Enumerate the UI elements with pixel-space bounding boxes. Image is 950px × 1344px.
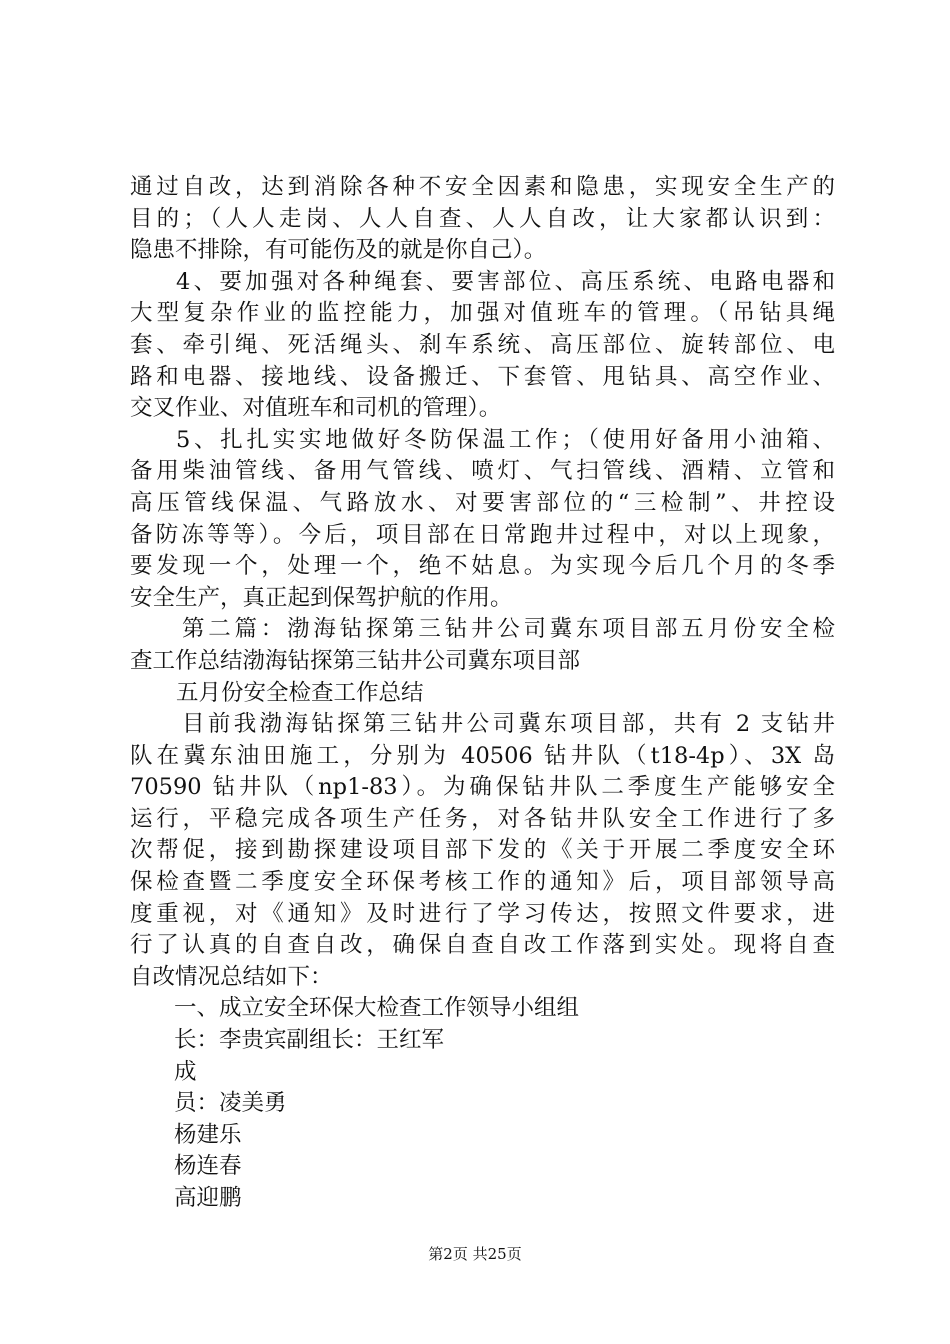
- list-item: 成: [174, 1058, 197, 1085]
- text-line: 通过自改，达到消除各种不安全因素和隐患，实现安全生产的: [130, 174, 835, 200]
- text-line: 运行，平稳完成各项生产任务，对各钻井队安全工作进行了多: [130, 805, 835, 832]
- list-item: 一、成立安全环保大检查工作领导小组组: [174, 995, 580, 1022]
- text-line: 度重视，对《通知》及时进行了学习传达，按照文件要求，进: [130, 900, 835, 927]
- text-line: 要发现一个，处理一个，绝不姑息。为实现今后几个月的冬季: [130, 553, 835, 580]
- text-line: 隐患不排除，有可能伤及的就是你自己）。: [130, 237, 547, 264]
- text-line: 交叉作业、对值班车和司机的管理）。: [130, 395, 502, 422]
- text-line: 5、扎扎实实地做好冬防保温工作；（使用好备用小油箱、: [176, 426, 835, 453]
- text-line: 安全生产，真正起到保驾护航的作用。: [130, 584, 513, 611]
- section-heading: 第二篇：渤海钻探第三钻井公司冀东项目部五月份安全检: [182, 616, 835, 643]
- list-item: 员：凌美勇: [174, 1090, 287, 1117]
- list-item: 杨建乐: [174, 1121, 242, 1148]
- list-item: 杨连春: [174, 1153, 242, 1180]
- text-line: 次帮促，接到勘探建设项目部下发的《关于开展二季度安全环: [130, 837, 835, 864]
- text-line: 备用柴油管线、备用气管线、喷灯、气扫管线、酒精、立管和: [130, 458, 835, 485]
- text-line: 套、牵引绳、死活绳头、刹车系统、高压部位、旋转部位、电: [130, 331, 835, 358]
- text-line: 行了认真的自查自改，确保自查自改工作落到实处。现将自查: [130, 932, 835, 959]
- document-body: [130, 172, 835, 1215]
- text-line: 自改情况总结如下：: [130, 963, 333, 990]
- section-subtitle: 五月份安全检查工作总结: [176, 679, 424, 706]
- text-line: 保检查暨二季度安全环保考核工作的通知》后，项目部领导高: [130, 869, 835, 896]
- text-line: 目前我渤海钻探第三钻井公司冀东项目部，共有 2 支钻井: [182, 711, 835, 738]
- page-number-footer: 第2页 共25页: [428, 1245, 522, 1263]
- text-line: 70590 钻井队（np1-83）。为确保钻井队二季度生产能够安全: [130, 774, 835, 801]
- list-item: 高迎鹏: [174, 1185, 242, 1211]
- section-heading: 查工作总结渤海钻探第三钻井公司冀东项目部: [130, 647, 581, 674]
- text-line: 4、要加强对各种绳套、要害部位、高压系统、电路电器和: [176, 268, 835, 295]
- text-line: 路和电器、接地线、设备搬迁、下套管、甩钻具、高空作业、: [130, 363, 835, 390]
- list-item: 长：李贵宾副组长：王红军: [174, 1027, 445, 1054]
- text-line: 大型复杂作业的监控能力，加强对值班车的管理。（吊钻具绳: [130, 300, 835, 327]
- text-line: 目的；（人人走岗、人人自查、人人自改，让大家都认识到：: [130, 205, 835, 232]
- text-line: 队在冀东油田施工，分别为 40506 钻井队（t18-4p）、3X 岛: [130, 742, 835, 769]
- text-line: 高压管线保温、气路放水、对要害部位的“三检制”、井控设: [130, 489, 835, 516]
- text-line: 备防冻等等）。今后，项目部在日常跑井过程中，对以上现象，: [130, 521, 835, 548]
